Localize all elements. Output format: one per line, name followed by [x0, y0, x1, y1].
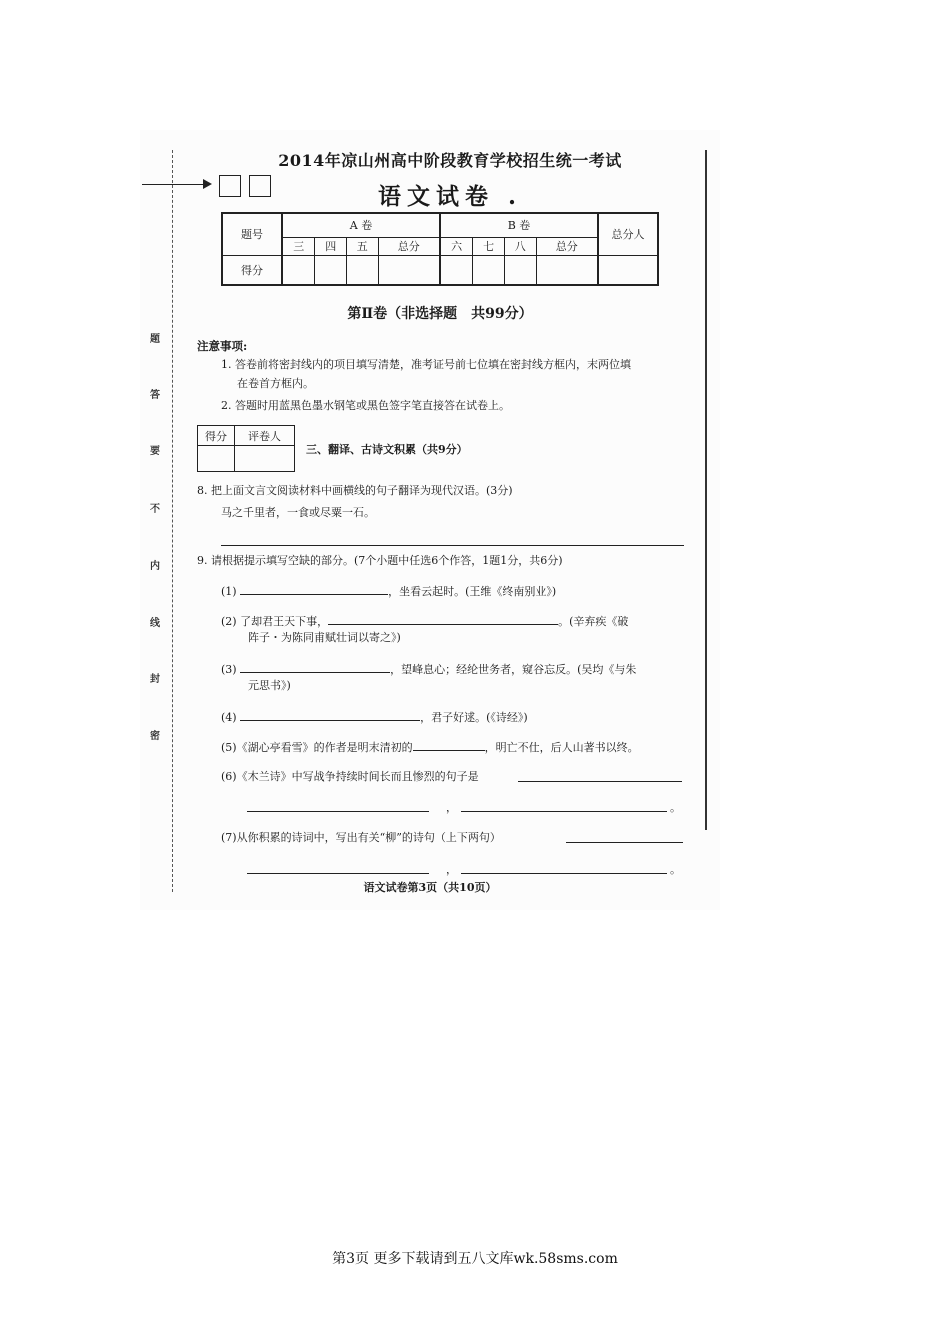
q9-item-6: [221, 769, 479, 785]
q9-item-6-blank-2[interactable]: [247, 811, 429, 812]
q9-item-7-blank-3[interactable]: [461, 873, 667, 874]
q9-item-6-text: 《木兰诗》中写战争持续时间长而且惨烈的句子是: [236, 770, 479, 783]
score-cell: [282, 255, 315, 285]
seal-char-6: 线: [150, 618, 160, 629]
col-b-1: 六: [440, 237, 473, 255]
col-b-3: 八: [504, 237, 536, 255]
q9-item-5: [221, 739, 639, 756]
grader-table: [197, 425, 295, 472]
score-cell: [315, 255, 347, 285]
note-line-2: 在卷首方框内。: [237, 377, 314, 390]
col-a-2: 四: [315, 237, 347, 255]
col-b-2: 七: [473, 237, 505, 255]
note-line-1: 1. 答卷前将密封线内的项目填写清楚，准考证号前七位填在密封线方框内，末两位填: [221, 358, 631, 371]
q8-prompt: 8. 把上面文言文阅读材料中画横线的句子翻译为现代汉语。(3分): [197, 484, 513, 497]
q9-item-5-pre: 《湖心亭看雪》的作者是明末清初的: [236, 741, 413, 754]
document-footer: 第3页 更多下载请到五八文库wk.58sms.com: [332, 1251, 618, 1267]
q9-item-7-number: (7): [221, 831, 237, 844]
score-table: [221, 212, 659, 286]
seal-char-7: 封: [150, 674, 160, 685]
q9-item-7-blank-2[interactable]: [247, 873, 429, 874]
q9-item-5-blank[interactable]: [413, 739, 485, 751]
score-cell: [536, 255, 598, 285]
grader-cell: [235, 446, 295, 472]
q9-item-7-period: 。: [670, 863, 681, 876]
q9-item-5-number: (5): [221, 741, 237, 754]
q9-item-6-blank-3[interactable]: [461, 811, 667, 812]
q9-item-4-post: ，君子好逑。(《诗经》): [420, 711, 528, 724]
q9-item-1-number: (1): [221, 585, 237, 598]
score-cell: [347, 255, 379, 285]
q9-item-2: [221, 613, 628, 630]
q9-item-1-text: ，坐看云起时。(王维《终南别业》): [388, 585, 557, 598]
q9-item-7-blank-1[interactable]: [566, 842, 683, 843]
q9-prompt: 9. 请根据提示填写空缺的部分。(7个小题中任选6个作答，1题1分，共6分): [197, 554, 563, 567]
q9-item-3-line2: 元思书》): [248, 679, 291, 692]
q9-item-2-line2: 阵子・为陈同甫赋壮词以寄之》): [248, 631, 401, 644]
q9-item-5-post: ，明亡不仕，后人山著书以终。: [484, 741, 639, 754]
col-a-3: 五: [347, 237, 379, 255]
seal-char-1: 题: [150, 334, 160, 345]
q9-item-3-post: ，望峰息心；经纶世务者，窥谷忘反。(吴均《与朱: [390, 663, 637, 676]
note-line-3: 2. 答题时用蓝黑色墨水钢笔或黑色签字笔直接答在试卷上。: [221, 399, 510, 412]
q9-item-6-number: (6): [221, 770, 237, 783]
score-cell: [440, 255, 473, 285]
q9-item-7: [221, 830, 501, 846]
section-3-title: 三、翻译、古诗文积累（共9分）: [306, 443, 468, 456]
seal-dashed-line: [172, 150, 173, 892]
score-cell: [473, 255, 505, 285]
q9-item-2-number: (2): [221, 615, 237, 628]
grader-table-score: 得分: [198, 426, 235, 446]
q9-item-2-post: 。(辛弃疾《破: [558, 615, 629, 628]
exam-page-number: 语文试卷第3页（共10页）: [363, 881, 497, 894]
q9-item-6-blank-1[interactable]: [518, 781, 682, 782]
paper-title: [250, 178, 650, 211]
seal-char-2: 答: [150, 390, 160, 401]
arrow-head-icon: [203, 179, 212, 189]
exam-title: 2014年凉山州高中阶段教育学校招生统一考试: [278, 151, 622, 170]
score-table-header-label: 题号: [222, 213, 282, 255]
q9-item-6-comma: ，: [446, 801, 457, 814]
col-a-1: 三: [282, 237, 315, 255]
right-border-line: [705, 150, 707, 830]
score-row-label: 得分: [222, 255, 282, 285]
q9-item-2-blank[interactable]: [328, 613, 558, 625]
score-table-group-b: B 卷: [440, 213, 598, 237]
q9-item-7-comma: ，: [446, 863, 457, 876]
q9-item-3-number: (3): [221, 663, 237, 676]
col-b-total: 总分: [536, 237, 598, 255]
score-cell: [598, 255, 658, 285]
score-table-group-a: A 卷: [282, 213, 440, 237]
seal-char-4: 不: [150, 504, 160, 515]
seal-char-8: 密: [150, 731, 160, 742]
col-a-total: 总分: [378, 237, 440, 255]
q9-item-4-number: (4): [221, 711, 237, 724]
q9-item-1-blank[interactable]: [240, 583, 388, 595]
q9-item-4-blank[interactable]: [240, 709, 420, 721]
q9-item-7-text: 从你积累的诗词中，写出有关“柳”的诗句（上下两句）: [236, 831, 501, 844]
q9-item-4: [221, 709, 528, 726]
grader-cell: [198, 446, 235, 472]
score-cell: [378, 255, 440, 285]
q8-answer-line[interactable]: [221, 545, 684, 546]
score-table-total-person: 总分人: [598, 213, 658, 255]
score-cell: [504, 255, 536, 285]
arrow-line: [142, 184, 204, 185]
q9-item-3: [221, 661, 636, 678]
paper-title-dot: .: [507, 183, 522, 210]
q9-item-2-pre: 了却君王天下事，: [240, 615, 329, 628]
q9-item-1: [221, 583, 556, 600]
seal-char-3: 要: [150, 446, 160, 457]
paper-title-text: 语文试卷: [377, 183, 494, 210]
q8-sentence: 马之千里者，一食或尽粟一石。: [221, 506, 375, 519]
grader-table-grader: 评卷人: [235, 426, 295, 446]
id-digit-box-1: [219, 175, 241, 197]
seal-char-5: 内: [150, 561, 160, 572]
notes-heading: 注意事项:: [197, 339, 248, 353]
q9-item-6-period: 。: [670, 801, 681, 814]
section-title: 第Ⅱ卷（非选择题 共99分）: [347, 306, 533, 322]
q9-item-3-blank[interactable]: [240, 661, 390, 673]
